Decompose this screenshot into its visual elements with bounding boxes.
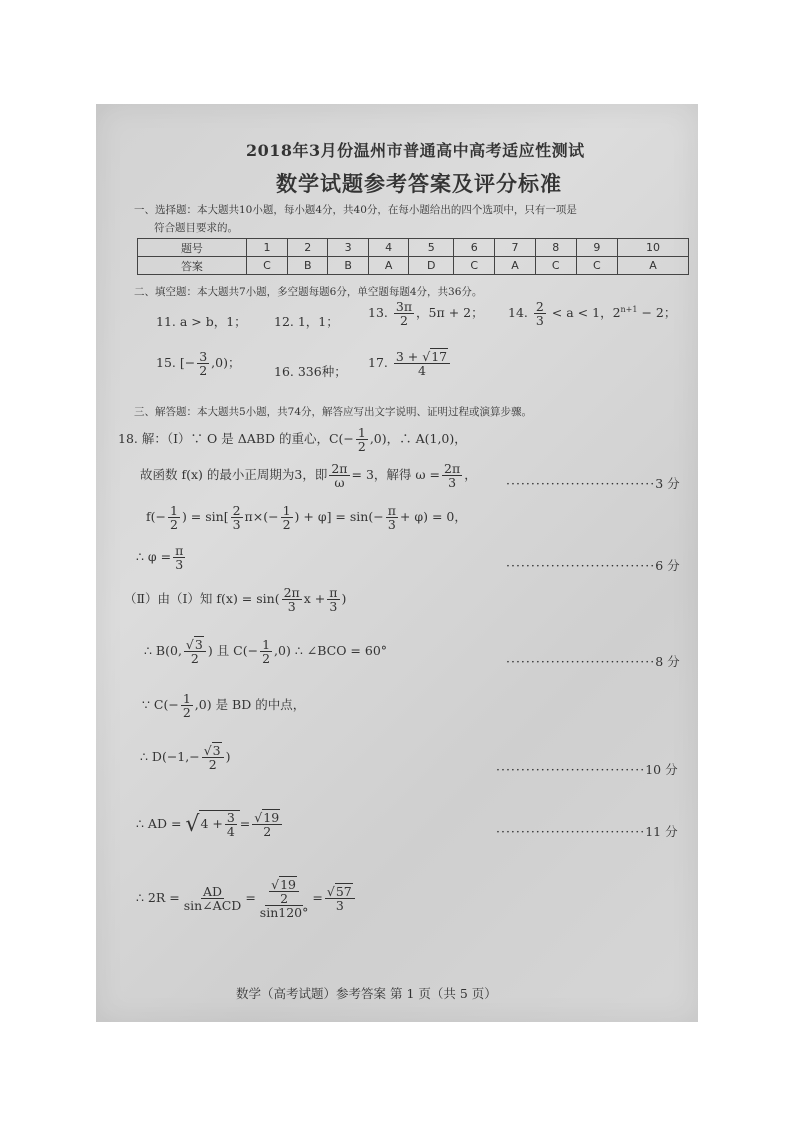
score-mark-11: [496, 822, 678, 840]
fraction: [442, 462, 462, 489]
question-number: 9: [576, 239, 617, 257]
leader-dots: ······························: [496, 762, 646, 777]
solution-line-8: [140, 744, 231, 771]
denominator: 3: [329, 599, 338, 615]
fraction: [325, 885, 355, 912]
solution-line-2: [140, 462, 477, 489]
answer-sheet-page: [96, 104, 698, 1022]
score-mark-10: [496, 760, 678, 778]
page-footer: 数学（高考试题）参考答案 第 1 页（共 5 页）: [236, 986, 497, 1001]
question-number: 10: [617, 239, 688, 257]
denominator: 3: [175, 557, 184, 573]
fraction: [281, 504, 293, 531]
num-part: 3 +: [395, 349, 423, 364]
answer-cell: C: [576, 257, 617, 275]
q13-number: 13.: [368, 305, 388, 321]
radicand: 19: [280, 877, 297, 892]
answer-cell: B: [288, 257, 328, 275]
fraction: [386, 504, 398, 531]
denominator: 2: [282, 517, 291, 533]
text: ∴ AD =: [136, 816, 186, 832]
denominator: sin120°: [259, 905, 309, 921]
q14-rest: < a < 1，2: [547, 305, 621, 321]
solution-line-1: [118, 426, 467, 453]
denominator: 3: [335, 898, 344, 914]
answer-cell: A: [617, 257, 688, 275]
text: =: [239, 816, 251, 832]
fraction: [327, 586, 339, 613]
numerator: 1: [262, 637, 271, 652]
row-label: 答案: [138, 257, 247, 275]
question-number: 5: [409, 239, 454, 257]
denominator: 2: [190, 651, 199, 667]
answer-row: [138, 257, 689, 275]
text: ,0) ∴ ∠BCO = 60°: [274, 643, 388, 659]
denominator: 2: [182, 705, 191, 721]
solution-line-3: [146, 504, 467, 531]
numerator: 2π: [283, 585, 300, 600]
fraction: [534, 300, 546, 327]
leader-dots: ······························: [506, 558, 656, 573]
text: ∵ C(−: [142, 697, 179, 713]
text: （Ⅱ）由（Ⅰ）知 f(x) = sin(: [124, 591, 280, 607]
question-number: 2: [288, 239, 328, 257]
numerator: [265, 878, 303, 906]
text: x +: [303, 591, 326, 607]
fraction: [197, 350, 209, 377]
solution-line-4: [136, 544, 187, 571]
numerator: AD: [203, 884, 223, 900]
numerator: √3: [184, 638, 206, 652]
denominator: 2: [208, 757, 217, 773]
answer-11: 11. a > b，1；: [156, 314, 247, 329]
answer-cell: A: [368, 257, 408, 275]
text: ): [341, 591, 347, 607]
denominator: 2: [199, 363, 208, 379]
denominator: 2: [357, 439, 366, 455]
denominator: 3: [535, 313, 544, 329]
text: f(−: [146, 509, 166, 525]
score-text: 3 分: [655, 476, 680, 491]
text: ) + φ] = sin(−: [294, 509, 384, 525]
text: ∴ D(−1,−: [140, 749, 200, 765]
denominator: sin∠ACD: [183, 898, 242, 914]
q14-tail: − 2；: [637, 305, 677, 321]
score-text: 11 分: [645, 824, 678, 839]
question-number: 1: [246, 239, 287, 257]
numerator: √57: [325, 885, 355, 899]
leader-dots: ······························: [496, 824, 646, 839]
text: 4 +: [200, 816, 223, 832]
text: π×(−: [244, 509, 279, 525]
text: = 3，解得 ω =: [351, 467, 441, 483]
text: ,0)，∴ A(1,0)，: [369, 431, 467, 447]
denominator: 2: [280, 891, 289, 907]
fraction: [269, 878, 299, 905]
fraction: [184, 638, 206, 665]
answer-cell: B: [328, 257, 368, 275]
numerator: 1: [357, 425, 366, 440]
fraction: [168, 504, 180, 531]
numerator: 3: [226, 810, 235, 825]
denominator: ω: [334, 475, 345, 491]
solution-line-5: [124, 586, 346, 613]
radicand: [199, 810, 239, 838]
radicand: 17: [431, 349, 448, 364]
answer-key-title: 数学试题参考答案及评分标准: [276, 171, 562, 196]
fraction: [258, 878, 311, 919]
question-number: 6: [454, 239, 495, 257]
fraction: [231, 504, 243, 531]
denominator: 2: [263, 824, 272, 840]
section1-intro: 一、选择题：本大题共10小题，每小题4分，共40分，在每小题给出的四个选项中，只有一项是: [134, 204, 577, 216]
numerator: 1: [169, 503, 178, 518]
fraction: [260, 638, 272, 665]
answer-cell: C: [246, 257, 287, 275]
fraction: [225, 811, 237, 838]
answer-17: [368, 350, 452, 377]
score-mark-3: [506, 474, 680, 492]
section3-intro: 三、解答题：本大题共5小题，共74分，解答应写出文字说明、证明过程或演算步骤。: [134, 406, 533, 418]
radicand: 57: [335, 884, 352, 900]
q14-number: 14.: [508, 305, 528, 321]
numerator: 1: [282, 503, 291, 518]
exam-title: 2018年3月份温州市普通高中高考适应性测试: [246, 141, 585, 160]
text: ∴ B(0,: [144, 643, 182, 659]
fraction: [394, 350, 450, 377]
answer-cell: C: [454, 257, 495, 275]
fraction: [173, 544, 185, 571]
denominator: 3: [387, 517, 396, 533]
denominator: 2: [262, 651, 271, 667]
text: ) = sin[: [181, 509, 229, 525]
answer-cell: A: [495, 257, 535, 275]
answer-14: [508, 300, 676, 327]
denominator: 4: [418, 363, 426, 379]
numerator: 3π: [395, 299, 413, 314]
fraction: [181, 692, 193, 719]
text: =: [312, 890, 323, 906]
leader-dots: ······························: [506, 654, 656, 669]
solution-line-6: [144, 638, 387, 665]
text: ): [225, 749, 231, 765]
numerator: √3: [202, 744, 224, 758]
leader-dots: ······························: [506, 476, 656, 491]
question-number: 3: [328, 239, 368, 257]
numerator: 2π: [331, 461, 348, 476]
q17-number: 17.: [368, 355, 388, 371]
fraction: [356, 426, 368, 453]
numerator: √19: [269, 878, 299, 892]
answer-cell: D: [409, 257, 454, 275]
text: 18. 解：（Ⅰ）∵ O 是 ΔABD 的重心，C(−: [118, 431, 354, 447]
radicand: 3: [194, 637, 203, 652]
multiple-choice-answer-table: [137, 238, 689, 275]
score-text: 8 分: [655, 654, 680, 669]
text: 故函数 f(x) 的最小正周期为3，即: [140, 467, 328, 483]
solution-line-10: [136, 878, 357, 919]
text: ∴ 2R =: [136, 890, 180, 906]
row-label: 题号: [138, 239, 247, 257]
text: ) 且 C(−: [207, 643, 259, 659]
sqrt-sign: √: [185, 812, 200, 838]
text: ，: [464, 467, 477, 483]
denominator: 3: [448, 475, 457, 491]
score-text: 10 分: [645, 762, 678, 777]
fraction: [282, 586, 302, 613]
q13-rest: ，5π + 2；: [416, 305, 484, 321]
score-mark-6: [506, 556, 680, 574]
numerator: 3 + √17: [394, 350, 450, 364]
denominator: 3: [232, 517, 241, 533]
section1-intro-cont: 符合题目要求的。: [154, 222, 238, 234]
fraction: [182, 885, 244, 912]
denominator: 2: [169, 517, 178, 533]
question-number: 8: [535, 239, 576, 257]
answer-12: 12. 1，1；: [274, 314, 339, 329]
answer-15: [156, 350, 240, 377]
numerator: π: [329, 585, 338, 600]
fraction: [202, 744, 224, 771]
numerator: π: [387, 503, 396, 518]
answer-13: [368, 300, 484, 327]
question-number: 4: [368, 239, 408, 257]
question-number-row: [138, 239, 689, 257]
fraction: [329, 462, 349, 489]
answer-16: 16. 336种；: [274, 364, 347, 379]
score-mark-8: [506, 652, 680, 670]
numerator: 1: [182, 691, 191, 706]
solution-line-7: [142, 692, 305, 719]
denominator: 3: [287, 599, 296, 615]
numerator: √19: [252, 811, 282, 825]
q15-start: 15. [−: [156, 355, 196, 371]
denominator: 2: [399, 313, 408, 329]
fraction: [394, 300, 414, 327]
text: ∴ φ =: [136, 549, 172, 565]
denominator: 4: [226, 824, 235, 840]
section2-intro: 二、填空题：本大题共7小题，多空题每题6分，单空题每题4分，共36分。: [134, 286, 483, 298]
q14-exponent: n+1: [620, 304, 638, 314]
numerator: 3: [199, 349, 208, 364]
solution-line-9: [136, 810, 284, 838]
numerator: π: [175, 543, 184, 558]
numerator: 2π: [444, 461, 461, 476]
text: + φ) = 0，: [399, 509, 467, 525]
radicand: 19: [263, 810, 280, 825]
score-text: 6 分: [655, 558, 680, 573]
numerator: 2: [535, 299, 544, 314]
radicand: 3: [212, 743, 221, 758]
text: ,0) 是 BD 的中点，: [194, 697, 306, 713]
numerator: 2: [232, 503, 241, 518]
fraction: [252, 811, 282, 838]
answer-cell: C: [535, 257, 576, 275]
q15-rest: ,0)；: [211, 355, 241, 371]
question-number: 7: [495, 239, 535, 257]
text: =: [245, 890, 256, 906]
